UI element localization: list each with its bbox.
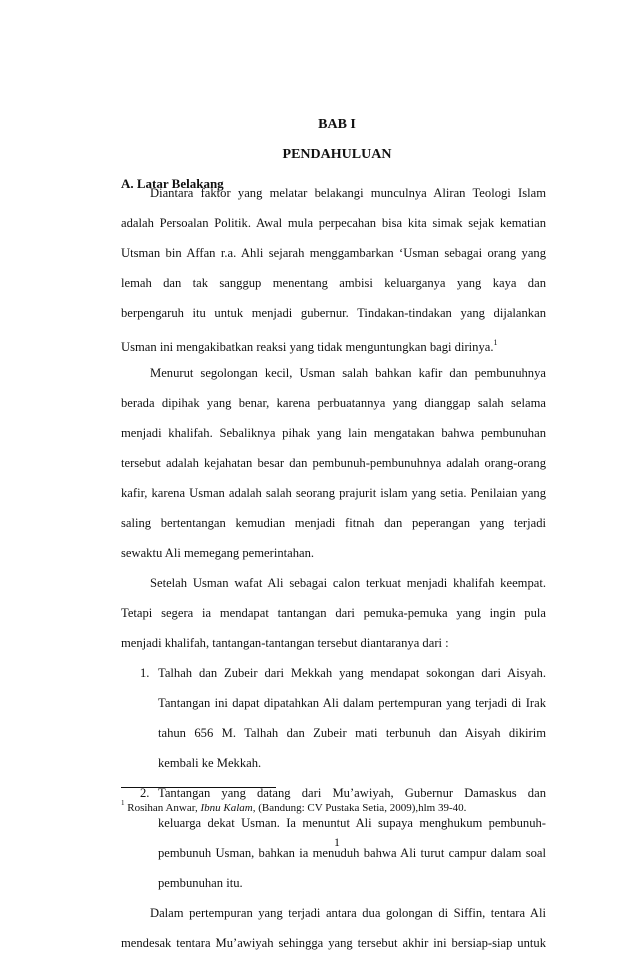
paragraph-4-line: Dalam pertempuran yang terjadi antara dua golongan di Siffin, tentara Ali — [150, 906, 546, 920]
list-item-line: Talhah dan Zubeir dari Mekkah yang mendapat sokongan dari Aisyah. — [158, 666, 546, 680]
paragraph-3-line: Setelah Usman wafat Ali sebagai calon terkuat menjadi khalifah keempat. — [150, 576, 546, 590]
chapter-title: PENDAHULUAN — [282, 147, 392, 162]
paragraph-2-line: sewaktu Ali memegang pemerintahan. — [121, 546, 315, 560]
footnote-reference: 1 — [493, 338, 498, 347]
footnote-author: Rosihan Anwar, — [127, 802, 198, 814]
paragraph-2-line: berada dipihak yang benar, karena perbuatannya yang dianggap salah selama — [121, 396, 546, 410]
list-item-line: pembunuh Usman, bahkan ia menuduh bahwa Ali turut campur dalam soal — [158, 846, 546, 860]
list-item-line: tahun 656 M. Talhah dan Zubeir mati terbunuh dan Aisyah dikirim — [158, 726, 546, 740]
footnote-publication: (Bandung: CV Pustaka Setia, 2009),hlm 39-40. — [258, 802, 467, 814]
list-number: 1. — [140, 666, 150, 680]
footnote-book-title: Ibnu Kalam, — [200, 802, 256, 814]
footnote — [121, 799, 466, 814]
paragraph-1-line: berpengaruh itu untuk menjadi gubernur. Tindakan-tindakan yang dijalankan — [121, 306, 546, 320]
list-item-line: Tantangan yang datang dari Mu’awiyah, Gubernur Damaskus dan — [158, 786, 546, 800]
paragraph-2-line: Menurut segolongan kecil, Usman salah bahkan kafir dan pembunuhnya — [150, 366, 546, 380]
paragraph-1-last-line — [121, 336, 546, 366]
paragraph-2-line: tersebut adalah kejahatan besar dan pembunuh-pembunuhnya adalah orang-orang — [121, 456, 546, 470]
list-item-line: pembunuhan itu. — [158, 876, 243, 890]
paragraph-1-text: Usman ini mengakibatkan reaksi yang tidak menguntungkan bagi dirinya. — [121, 340, 494, 354]
paragraph-3-line: menjadi khalifah, tantangan-tantangan tersebut diantaranya dari : — [121, 636, 449, 650]
list-item — [121, 666, 546, 786]
list-item-line: kembali ke Mekkah. — [158, 756, 262, 770]
paragraph-1-line: Diantara faktor yang melatar belakangi munculnya Aliran Teologi Islam — [150, 186, 546, 200]
paragraph-1-line: adalah Persoalan Politik. Awal mula perpecahan bisa kita simak sejak kematian — [121, 216, 546, 230]
list-item-line: Tantangan ini dapat dipatahkan Ali dalam pertempuran yang terjadi di Irak — [158, 696, 546, 710]
list-number: 2. — [140, 786, 150, 800]
page-number: 1 — [334, 835, 340, 849]
footnote-number: 1 — [121, 799, 125, 807]
paragraph-2-line: kafir, karena Usman adalah salah seorang prajurit islam yang setia. Penilaian yang — [121, 486, 546, 500]
paragraph-2-line: menjadi khalifah. Sebaliknya pihak yang lain mengatakan bahwa pembunuhan — [121, 426, 546, 440]
paragraph-3-line: Tetapi segera ia mendapat tantangan dari pemuka-pemuka yang ingin pula — [121, 606, 546, 620]
paragraph-1-line: lemah dan tak sanggup menentang ambisi keluarganya yang kaya dan — [121, 276, 546, 290]
list-item-line: keluarga dekat Usman. Ia menuntut Ali supaya menghukum pembunuh- — [158, 816, 546, 830]
paragraph-4-line: mendesak tentara Mu’awiyah sehingga yang tersebut akhir ini bersiap-siap untuk — [121, 936, 546, 950]
paragraph-2-line: saling bertentangan kemudian menjadi fitnah dan peperangan yang terjadi — [121, 516, 546, 530]
paragraph-1-line: Utsman bin Affan r.a. Ahli sejarah menggambarkan ‘Usman sebagai orang yang — [121, 246, 546, 260]
chapter-label: BAB I — [318, 117, 356, 132]
section-heading: A. Latar Belakang — [121, 176, 224, 191]
footnote-separator — [121, 787, 276, 788]
